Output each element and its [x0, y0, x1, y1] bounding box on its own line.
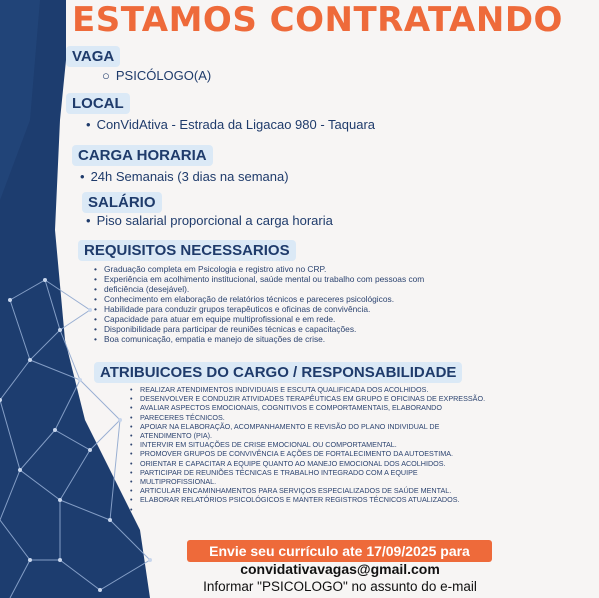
vaga-value-row — [102, 68, 211, 83]
circle-bullet-icon: ○ — [102, 68, 110, 83]
list-item: • APOIAR NA ELABORAÇÃO, ACOMPANHAMENTO E REVISÃO DO PLANO INDIVIDUAL DE — [130, 422, 599, 431]
salario-heading: SALÁRIO — [82, 192, 162, 213]
carga-value: 24h Semanais (3 dias na semana) — [90, 169, 289, 184]
list-item: • MULTIPROFISSIONAL. — [130, 477, 599, 486]
atribuicoes-heading: ATRIBUICOES DO CARGO / RESPONSABILIDADE — [94, 362, 462, 383]
bullet-icon: • — [86, 213, 91, 228]
vaga-heading: VAGA — [66, 46, 120, 67]
salario-value-row — [86, 213, 333, 228]
list-item: • Boa comunicação, empatia e manejo de situações de crise. — [94, 334, 574, 344]
list-item: • PROMOVER GRUPOS DE CONVIVÊNCIA E AÇÕES DE FORTALECIMENTO DA AUTOESTIMA. — [130, 449, 599, 458]
list-item: • Experiência em acolhimento institucional, saúde mental ou trabalho com pessoas com — [94, 274, 574, 284]
page-title: ESTAMOS CONTRATANDO — [72, 0, 563, 40]
list-item: • Conhecimento em elaboração de relatórios técnicos e pareceres psicológicos. — [94, 294, 574, 304]
cta-banner: Envie seu currículo ate 17/09/2025 para — [187, 540, 492, 562]
salario-value: Piso salarial proporcional a carga horaria — [96, 213, 333, 228]
carga-heading: CARGA HORARIA — [72, 145, 213, 166]
list-item: • DESENVOLVER E CONDUZIR ATIVIDADES TERAPÊUTICAS EM GRUPO E OFICINAS DE EXPRESSÃO. — [130, 394, 599, 403]
bullet-icon: • — [86, 117, 91, 132]
list-item: • ATENDIMENTO (PIA). — [130, 431, 599, 440]
list-item: • ORIENTAR E CAPACITAR A EQUIPE QUANTO AO MANEJO EMOCIONAL DOS ACOLHIDOS. — [130, 459, 599, 468]
list-item: • Habilidade para conduzir grupos terapêuticos e oficinas de convivência. — [94, 304, 574, 314]
vaga-value: PSICÓLOGO(A) — [115, 68, 212, 83]
list-item: • INTERVIR EM SITUAÇÕES DE CRISE EMOCIONAL OU COMPORTAMENTAL. — [130, 440, 599, 449]
list-item: • Graduação completa em Psicologia e registro ativo no CRP. — [94, 264, 574, 274]
requisitos-list — [94, 264, 574, 344]
atribuicoes-list — [130, 385, 599, 505]
local-value: ConVidAtiva - Estrada da Ligacao 980 - Taquara — [96, 117, 376, 132]
local-value-row — [86, 117, 375, 132]
list-item: • PARECERES TÉCNICOS. — [130, 413, 599, 422]
bullet-icon: • — [80, 169, 85, 184]
list-item: • AVALIAR ASPECTOS EMOCIONAIS, COGNITIVOS E COMPORTAMENTAIS, ELABORANDO — [130, 403, 599, 412]
carga-value-row — [80, 169, 289, 184]
list-item: • Disponibilidade para participar de reuniões técnicas e capacitações. — [94, 324, 574, 334]
list-item: • ARTICULAR ENCAMINHAMENTOS PARA SERVIÇOS ESPECIALIZADOS DE SAÚDE MENTAL. — [130, 486, 599, 495]
subject-note: Informar "PSICOLOGO" no assunto do e-mail — [203, 579, 477, 594]
list-item: • Capacidade para atuar em equipe multiprofissional e em rede. — [94, 314, 574, 324]
list-item: • deficiência (desejável). — [94, 284, 574, 294]
local-heading: LOCAL — [66, 93, 130, 114]
requisitos-heading: REQUISITOS NECESSARIOS — [78, 240, 296, 261]
contact-email[interactable]: convidativavagas@gmail.com — [240, 561, 440, 577]
list-item: • PARTICIPAR DE REUNIÕES TÉCNICAS E TRABALHO INTEGRADO COM A EQUIPE — [130, 468, 599, 477]
list-item: • REALIZAR ATENDIMENTOS INDIVIDUAIS E ESCUTA QUALIFICADA DOS ACOLHIDOS. — [130, 385, 599, 394]
list-item: • ELABORAR RELATÓRIOS PSICOLÓGICOS E MANTER REGISTROS TÉCNICOS ATUALIZADOS. — [130, 495, 599, 504]
